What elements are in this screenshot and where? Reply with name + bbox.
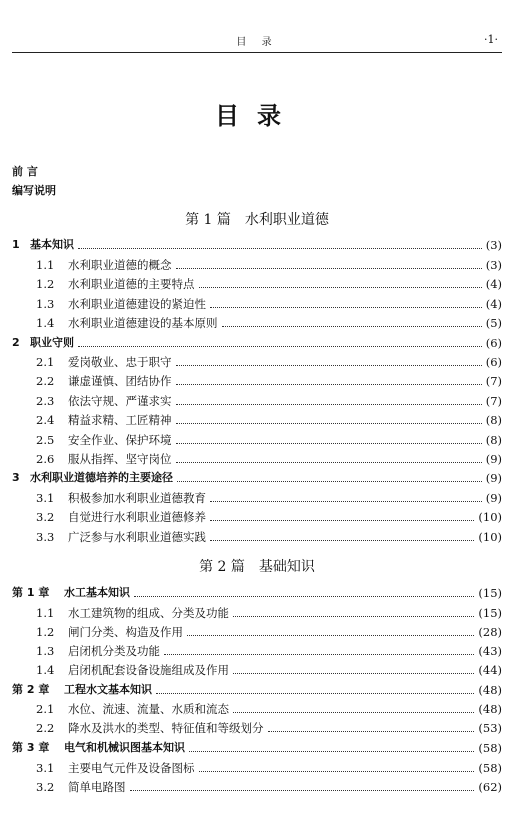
leader-dots bbox=[176, 443, 482, 444]
entry-page: (9) bbox=[485, 491, 502, 505]
entry-page: (53) bbox=[478, 721, 502, 735]
part-heading[interactable] bbox=[0, 209, 514, 229]
leader-dots bbox=[176, 268, 482, 269]
entry-page: (7) bbox=[485, 394, 502, 408]
entry-page: (8) bbox=[485, 413, 502, 427]
entry-title: 精益求精、工匠精神 bbox=[68, 413, 172, 427]
toc-section-entry[interactable] bbox=[12, 273, 502, 291]
entry-page: (9) bbox=[485, 452, 502, 466]
entry-number: 2 bbox=[12, 336, 20, 349]
part-title: 水利职业道德 bbox=[244, 212, 329, 228]
page-title: 目录 bbox=[215, 102, 299, 130]
entry-number: 3.1 bbox=[36, 491, 55, 505]
leader-dots bbox=[210, 501, 482, 502]
entry-number: 1.4 bbox=[36, 663, 55, 677]
toc-section-entry[interactable] bbox=[12, 698, 502, 716]
entry-page: (15) bbox=[478, 606, 502, 620]
leader-dots bbox=[210, 520, 474, 521]
entry-number: 3.3 bbox=[36, 530, 55, 544]
leader-dots bbox=[210, 307, 482, 308]
entry-page: (3) bbox=[485, 238, 502, 252]
part-heading[interactable] bbox=[0, 556, 514, 576]
toc-section-entry[interactable] bbox=[12, 487, 502, 505]
leader-dots bbox=[177, 481, 482, 482]
toc-section-entry[interactable] bbox=[12, 757, 502, 775]
entry-title: 水工基本知识 bbox=[64, 586, 130, 599]
toc-section-entry[interactable] bbox=[12, 659, 502, 677]
toc-section-entry[interactable] bbox=[12, 526, 502, 544]
leader-dots bbox=[176, 365, 482, 366]
entry-number: 2.6 bbox=[36, 452, 55, 466]
leader-dots bbox=[199, 287, 482, 288]
toc-chapter-entry[interactable] bbox=[12, 582, 502, 600]
entry-page: (58) bbox=[478, 761, 502, 775]
leader-dots bbox=[78, 346, 482, 347]
entry-page: (48) bbox=[478, 702, 502, 716]
entry-title: 启闭机分类及功能 bbox=[68, 644, 160, 658]
entry-number: 1.3 bbox=[36, 297, 55, 311]
entry-page: (5) bbox=[485, 316, 502, 330]
front-matter-notes[interactable]: 编写说明 bbox=[12, 184, 56, 197]
entry-title: 水利职业道德建设的基本原则 bbox=[68, 316, 218, 330]
entry-title: 主要电气元件及设备图标 bbox=[68, 761, 195, 775]
leader-dots bbox=[233, 712, 474, 713]
toc-section-entry[interactable] bbox=[12, 351, 502, 369]
entry-title: 水利职业道德的主要特点 bbox=[68, 277, 195, 291]
toc-section-entry[interactable] bbox=[12, 390, 502, 408]
leader-dots bbox=[176, 404, 482, 405]
toc-section-entry[interactable] bbox=[12, 640, 502, 658]
leader-dots bbox=[187, 635, 474, 636]
entry-number: 2.4 bbox=[36, 413, 55, 427]
toc-section-entry[interactable] bbox=[12, 293, 502, 311]
running-header bbox=[12, 30, 502, 53]
entry-number: 第 2 章 bbox=[12, 683, 50, 696]
leader-dots bbox=[210, 540, 474, 541]
part-number: 第 2 篇 bbox=[199, 559, 245, 575]
entry-page: (62) bbox=[478, 780, 502, 794]
entry-title: 水利职业道德建设的紧迫性 bbox=[68, 297, 206, 311]
entry-page: (8) bbox=[485, 433, 502, 447]
entry-page: (43) bbox=[478, 644, 502, 658]
entry-title: 安全作业、保护环境 bbox=[68, 433, 172, 447]
leader-dots bbox=[164, 654, 474, 655]
entry-number: 3.2 bbox=[36, 510, 55, 524]
entry-page: (3) bbox=[485, 258, 502, 272]
leader-dots bbox=[176, 423, 482, 424]
entry-page: (28) bbox=[478, 625, 502, 639]
entry-number: 1.4 bbox=[36, 316, 55, 330]
entry-title: 启闭机配套设备设施组成及作用 bbox=[68, 663, 229, 677]
entry-title: 闸门分类、构造及作用 bbox=[68, 625, 183, 639]
entry-title: 简单电路图 bbox=[68, 780, 126, 794]
entry-number: 2.2 bbox=[36, 374, 55, 388]
entry-number: 第 3 章 bbox=[12, 741, 50, 754]
entry-number: 2.2 bbox=[36, 721, 55, 735]
part-title: 基础知识 bbox=[258, 559, 315, 575]
leader-dots bbox=[78, 248, 482, 249]
toc-chapter-entry[interactable] bbox=[12, 467, 502, 485]
entry-title: 服从指挥、坚守岗位 bbox=[68, 452, 172, 466]
entry-title: 基本知识 bbox=[30, 238, 74, 251]
entry-title: 水工建筑物的组成、分类及功能 bbox=[68, 606, 229, 620]
leader-dots bbox=[189, 751, 474, 752]
entry-page: (10) bbox=[478, 510, 502, 524]
leader-dots bbox=[176, 462, 482, 463]
entry-number: 1.1 bbox=[36, 606, 55, 620]
toc-section-entry[interactable] bbox=[12, 409, 502, 427]
entry-title: 降水及洪水的类型、特征值和等级划分 bbox=[68, 721, 264, 735]
entry-title: 职业守则 bbox=[30, 336, 74, 349]
toc-chapter-entry[interactable] bbox=[12, 737, 502, 755]
entry-title: 电气和机械识图基本知识 bbox=[64, 741, 185, 754]
entry-number: 3.2 bbox=[36, 780, 55, 794]
leader-dots bbox=[233, 673, 474, 674]
header-title: 目 录 bbox=[236, 37, 278, 48]
toc-section-entry[interactable] bbox=[12, 448, 502, 466]
toc-chapter-entry[interactable] bbox=[12, 679, 502, 697]
entry-page: (4) bbox=[485, 297, 502, 311]
entry-title: 谦虚谨慎、团结协作 bbox=[68, 374, 172, 388]
entry-page: (6) bbox=[485, 336, 502, 350]
toc-section-entry[interactable] bbox=[12, 776, 502, 794]
entry-title: 水利职业道德培养的主要途径 bbox=[30, 471, 173, 484]
entry-title: 积极参加水利职业道德教育 bbox=[68, 491, 206, 505]
leader-dots bbox=[130, 790, 475, 791]
entry-number: 2.1 bbox=[36, 702, 55, 716]
entry-title: 自觉进行水利职业道德修养 bbox=[68, 510, 206, 524]
entry-title: 水利职业道德的概念 bbox=[68, 258, 172, 272]
entry-title: 工程水文基本知识 bbox=[64, 683, 152, 696]
entry-number: 1.2 bbox=[36, 277, 55, 291]
entry-page: (7) bbox=[485, 374, 502, 388]
toc-section-entry[interactable] bbox=[12, 429, 502, 447]
entry-number: 2.1 bbox=[36, 355, 55, 369]
leader-dots bbox=[134, 596, 474, 597]
entry-number: 1 bbox=[12, 238, 20, 251]
leader-dots bbox=[156, 693, 474, 694]
entry-number: 1.2 bbox=[36, 625, 55, 639]
toc-section-entry[interactable] bbox=[12, 254, 502, 272]
entry-number: 2.3 bbox=[36, 394, 55, 408]
entry-title: 水位、流速、流量、水质和流态 bbox=[68, 702, 229, 716]
entry-page: (10) bbox=[478, 530, 502, 544]
leader-dots bbox=[268, 731, 475, 732]
entry-title: 依法守规、严谨求实 bbox=[68, 394, 172, 408]
toc-section-entry[interactable] bbox=[12, 370, 502, 388]
toc-section-entry[interactable] bbox=[12, 621, 502, 639]
leader-dots bbox=[233, 616, 474, 617]
entry-page: (6) bbox=[485, 355, 502, 369]
leader-dots bbox=[199, 771, 475, 772]
toc-section-entry[interactable] bbox=[12, 602, 502, 620]
toc-section-entry[interactable] bbox=[12, 717, 502, 735]
entry-page: (9) bbox=[485, 471, 502, 485]
toc-section-entry[interactable] bbox=[12, 312, 502, 330]
part-number: 第 1 篇 bbox=[185, 212, 231, 228]
entry-number: 2.5 bbox=[36, 433, 55, 447]
entry-number: 3.1 bbox=[36, 761, 55, 775]
entry-page: (44) bbox=[478, 663, 502, 677]
entry-number: 1.1 bbox=[36, 258, 55, 272]
front-matter-preface[interactable]: 前 言 bbox=[12, 165, 38, 178]
entry-page: (15) bbox=[478, 586, 502, 600]
entry-title: 爱岗敬业、忠于职守 bbox=[68, 355, 172, 369]
header-page-number: ·1· bbox=[484, 33, 498, 46]
toc-section-entry[interactable] bbox=[12, 506, 502, 524]
leader-dots bbox=[176, 384, 482, 385]
entry-number: 第 1 章 bbox=[12, 586, 50, 599]
entry-page: (48) bbox=[478, 683, 502, 697]
entry-title: 广泛参与水利职业道德实践 bbox=[68, 530, 206, 544]
entry-page: (58) bbox=[478, 741, 502, 755]
entry-page: (4) bbox=[485, 277, 502, 291]
entry-number: 3 bbox=[12, 471, 20, 484]
toc-chapter-entry[interactable] bbox=[12, 234, 502, 252]
toc-chapter-entry[interactable] bbox=[12, 332, 502, 350]
leader-dots bbox=[222, 326, 482, 327]
entry-number: 1.3 bbox=[36, 644, 55, 658]
